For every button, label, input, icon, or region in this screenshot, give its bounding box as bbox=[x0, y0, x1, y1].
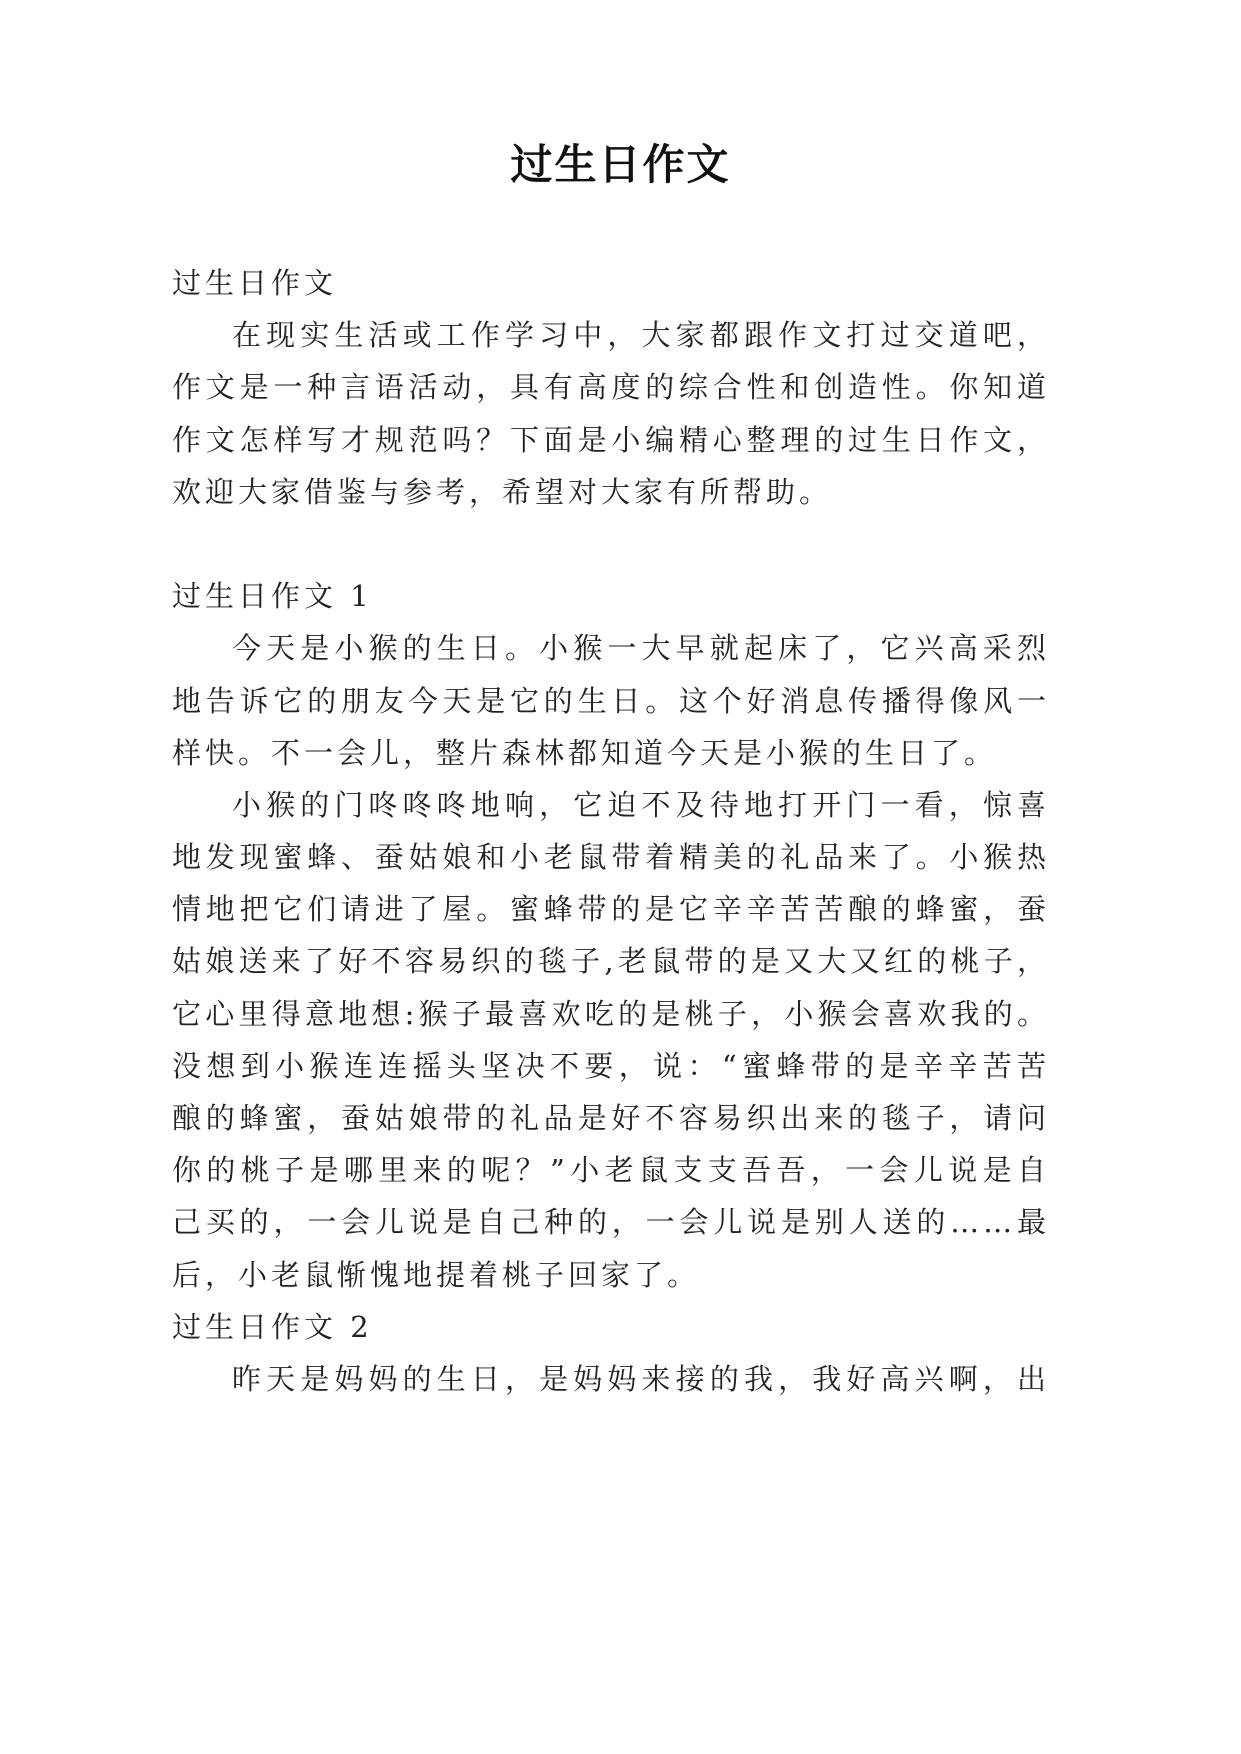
paragraph-line: 地告诉它的朋友今天是它的生日。这个好消息传播得像风一 bbox=[172, 683, 1050, 718]
intro-line: 作文怎样写才规范吗？下面是小编精心整理的过生日作文， bbox=[172, 422, 1050, 457]
paragraph-line: 酿的蜂蜜，蚕姑娘带的礼品是好不容易织出来的毯子，请问 bbox=[172, 1101, 1050, 1135]
essay-2 bbox=[172, 1301, 1050, 1405]
paragraph-line: 地发现蜜蜂、蚕姑娘和小老鼠带着精美的礼品来了。小猴热 bbox=[172, 840, 1050, 875]
paragraph-line: 你的桃子是哪里来的呢？”小老鼠支支吾吾，一会儿说是自 bbox=[172, 1153, 1050, 1188]
paragraph-line: 情地把它们请进了屋。蜜蜂带的是它辛辛苦苦酿的蜂蜜，蚕 bbox=[172, 892, 1050, 927]
document-subtitle: 过生日作文 bbox=[172, 266, 338, 300]
paragraph-line: 后，小老鼠惭愧地提着桃子回家了。 bbox=[172, 1257, 701, 1292]
intro-line: 欢迎大家借鉴与参考，希望对大家有所帮助。 bbox=[172, 474, 833, 509]
paragraph-line: 昨天是妈妈的生日，是妈妈来接的我，我好高兴啊，出 bbox=[232, 1361, 1050, 1396]
intro-paragraph bbox=[172, 309, 1050, 518]
essay-heading: 过生日作文 2 bbox=[172, 1309, 373, 1344]
essay-1 bbox=[172, 570, 1050, 1301]
paragraph-line: 样快。不一会儿，整片森林都知道今天是小猴的生日了。 bbox=[172, 735, 998, 770]
paragraph-line: 没想到小猴连连摇头坚决不要，说：“蜜蜂带的是辛辛苦苦 bbox=[172, 1048, 1050, 1083]
essay-paragraph bbox=[172, 779, 1050, 1301]
page-title: 过生日作文 bbox=[510, 140, 731, 189]
document-body bbox=[172, 257, 1050, 1405]
blank-line bbox=[172, 518, 1050, 570]
essay-paragraph bbox=[172, 622, 1050, 779]
paragraph-line: 姑娘送来了好不容易织的毯子,老鼠带的是又大又红的桃子， bbox=[172, 944, 1050, 979]
paragraph-line: 今天是小猴的生日。小猴一大早就起床了，它兴高采烈 bbox=[232, 631, 1050, 666]
paragraph-line: 它心里得意地想:猴子最喜欢吃的是桃子，小猴会喜欢我的。 bbox=[172, 996, 1050, 1031]
paragraph-line: 小猴的门咚咚咚地响，它迫不及待地打开门一看，惊喜 bbox=[232, 787, 1050, 822]
essay-heading: 过生日作文 1 bbox=[172, 579, 373, 614]
intro-line: 作文是一种言语活动，具有高度的综合性和创造性。你知道 bbox=[172, 370, 1050, 405]
intro-line: 在现实生活或工作学习中，大家都跟作文打过交道吧， bbox=[232, 318, 1050, 353]
essay-paragraph bbox=[172, 1353, 1050, 1405]
paragraph-line: 己买的，一会儿说是自己种的，一会儿说是别人送的……最 bbox=[172, 1205, 1050, 1240]
